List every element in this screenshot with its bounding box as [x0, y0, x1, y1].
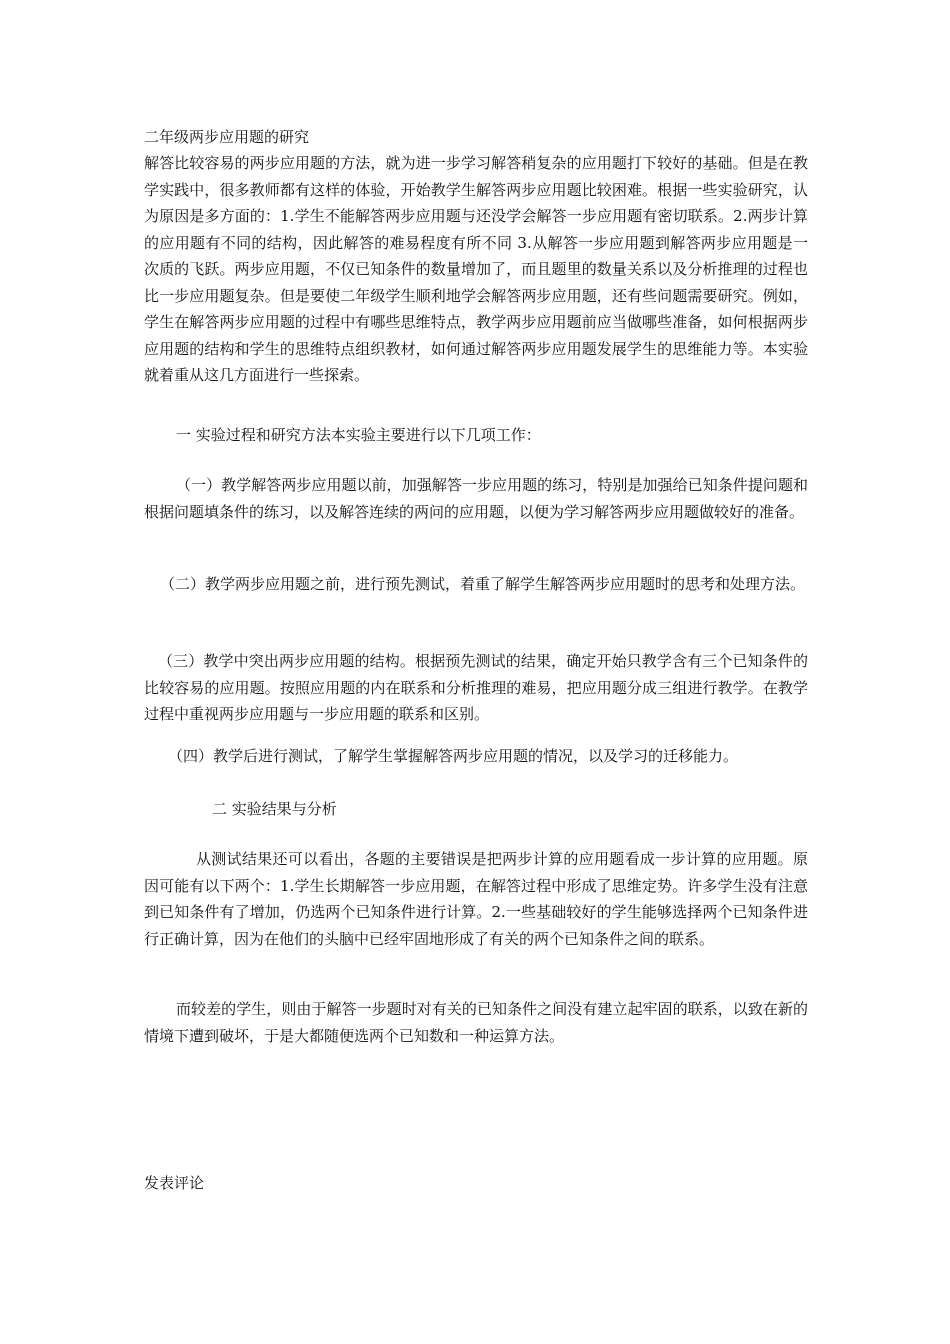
results-paragraph: 从测试结果还可以看出，各题的主要错误是把两步计算的应用题看成一步计算的应用题。原因可能有以下两个：1.学生长期解答一步应用题，在解答过程中形成了思维定势。许多学生没有注意到已知条件有了增加，仍选两个已知条件进行计算。2.一些基础较好的学生能够选择两个已知条件进行正确计算，因为在他们的头脑中已经牢固地形成了有关的两个已知条件之间的联系。 — [144, 850, 808, 948]
list-item-4: （四）教学后进行测试，了解学生掌握解答两步应用题的情况，以及学习的迁移能力。 — [168, 747, 739, 765]
section-heading-2: 二 实验结果与分析 — [212, 800, 337, 818]
section-heading-1: 一 实验过程和研究方法本实验主要进行以下几项工作： — [176, 426, 541, 444]
post-comment-link[interactable]: 发表评论 — [144, 1174, 205, 1192]
conclusion-paragraph: 而较差的学生，则由于解答一步题时对有关的已知条件之间没有建立起牢固的联系，以致在新的情境下遭到破坏，于是大都随便选两个已知数和一种运算方法。 — [144, 1000, 808, 1045]
list-item-2: （二）教学两步应用题之前，进行预先测试，着重了解学生解答两步应用题时的思考和处理方法。 — [160, 575, 806, 593]
intro-paragraph: 解答比较容易的两步应用题的方法，就为进一步学习解答稍复杂的应用题打下较好的基础。但是在教学实践中，很多教师都有这样的体验，开始教学生解答两步应用题比较困难。根据一些实验研究，认为原因是多方面的：1.学生不能解答两步应用题与还没学会解答一步应用题有密切联系。2.两步计算的应用题有不同的结构，因此解答的难易程度有所不同 3.从解答一步应用题到解答两步应用题是一次质的飞跃。两步应用题，不仅已知条件的数量增加了，而且题里的数量关系以及分析推理的过程也比一步应用题复杂。但是要使二年级学生顺利地学会解答两步应用题，还有些问题需要研究。例如，学生在解答两步应用题的过程中有哪些思维特点，教学两步应用题前应当做哪些准备，如何根据两步应用题的结构和学生的思维特点组织教材，如何通过解答两步应用题发展学生的思维能力等。本实验就着重从这几方面进行一些探索。 — [144, 154, 808, 384]
document-title: 二年级两步应用题的研究 — [144, 128, 310, 146]
list-item-1: （一）教学解答两步应用题以前，加强解答一步应用题的练习，特别是加强给已知条件提问题和根据问题填条件的练习，以及解答连续的两问的应用题，以便为学习解答两步应用题做较好的准备。 — [144, 476, 808, 521]
list-item-3: （三）教学中突出两步应用题的结构。根据预先测试的结果，确定开始只教学含有三个已知条件的比较容易的应用题。按照应用题的内在联系和分析推理的难易，把应用题分成三组进行教学。在教学过程中重视两步应用题与一步应用题的联系和区别。 — [144, 652, 808, 723]
